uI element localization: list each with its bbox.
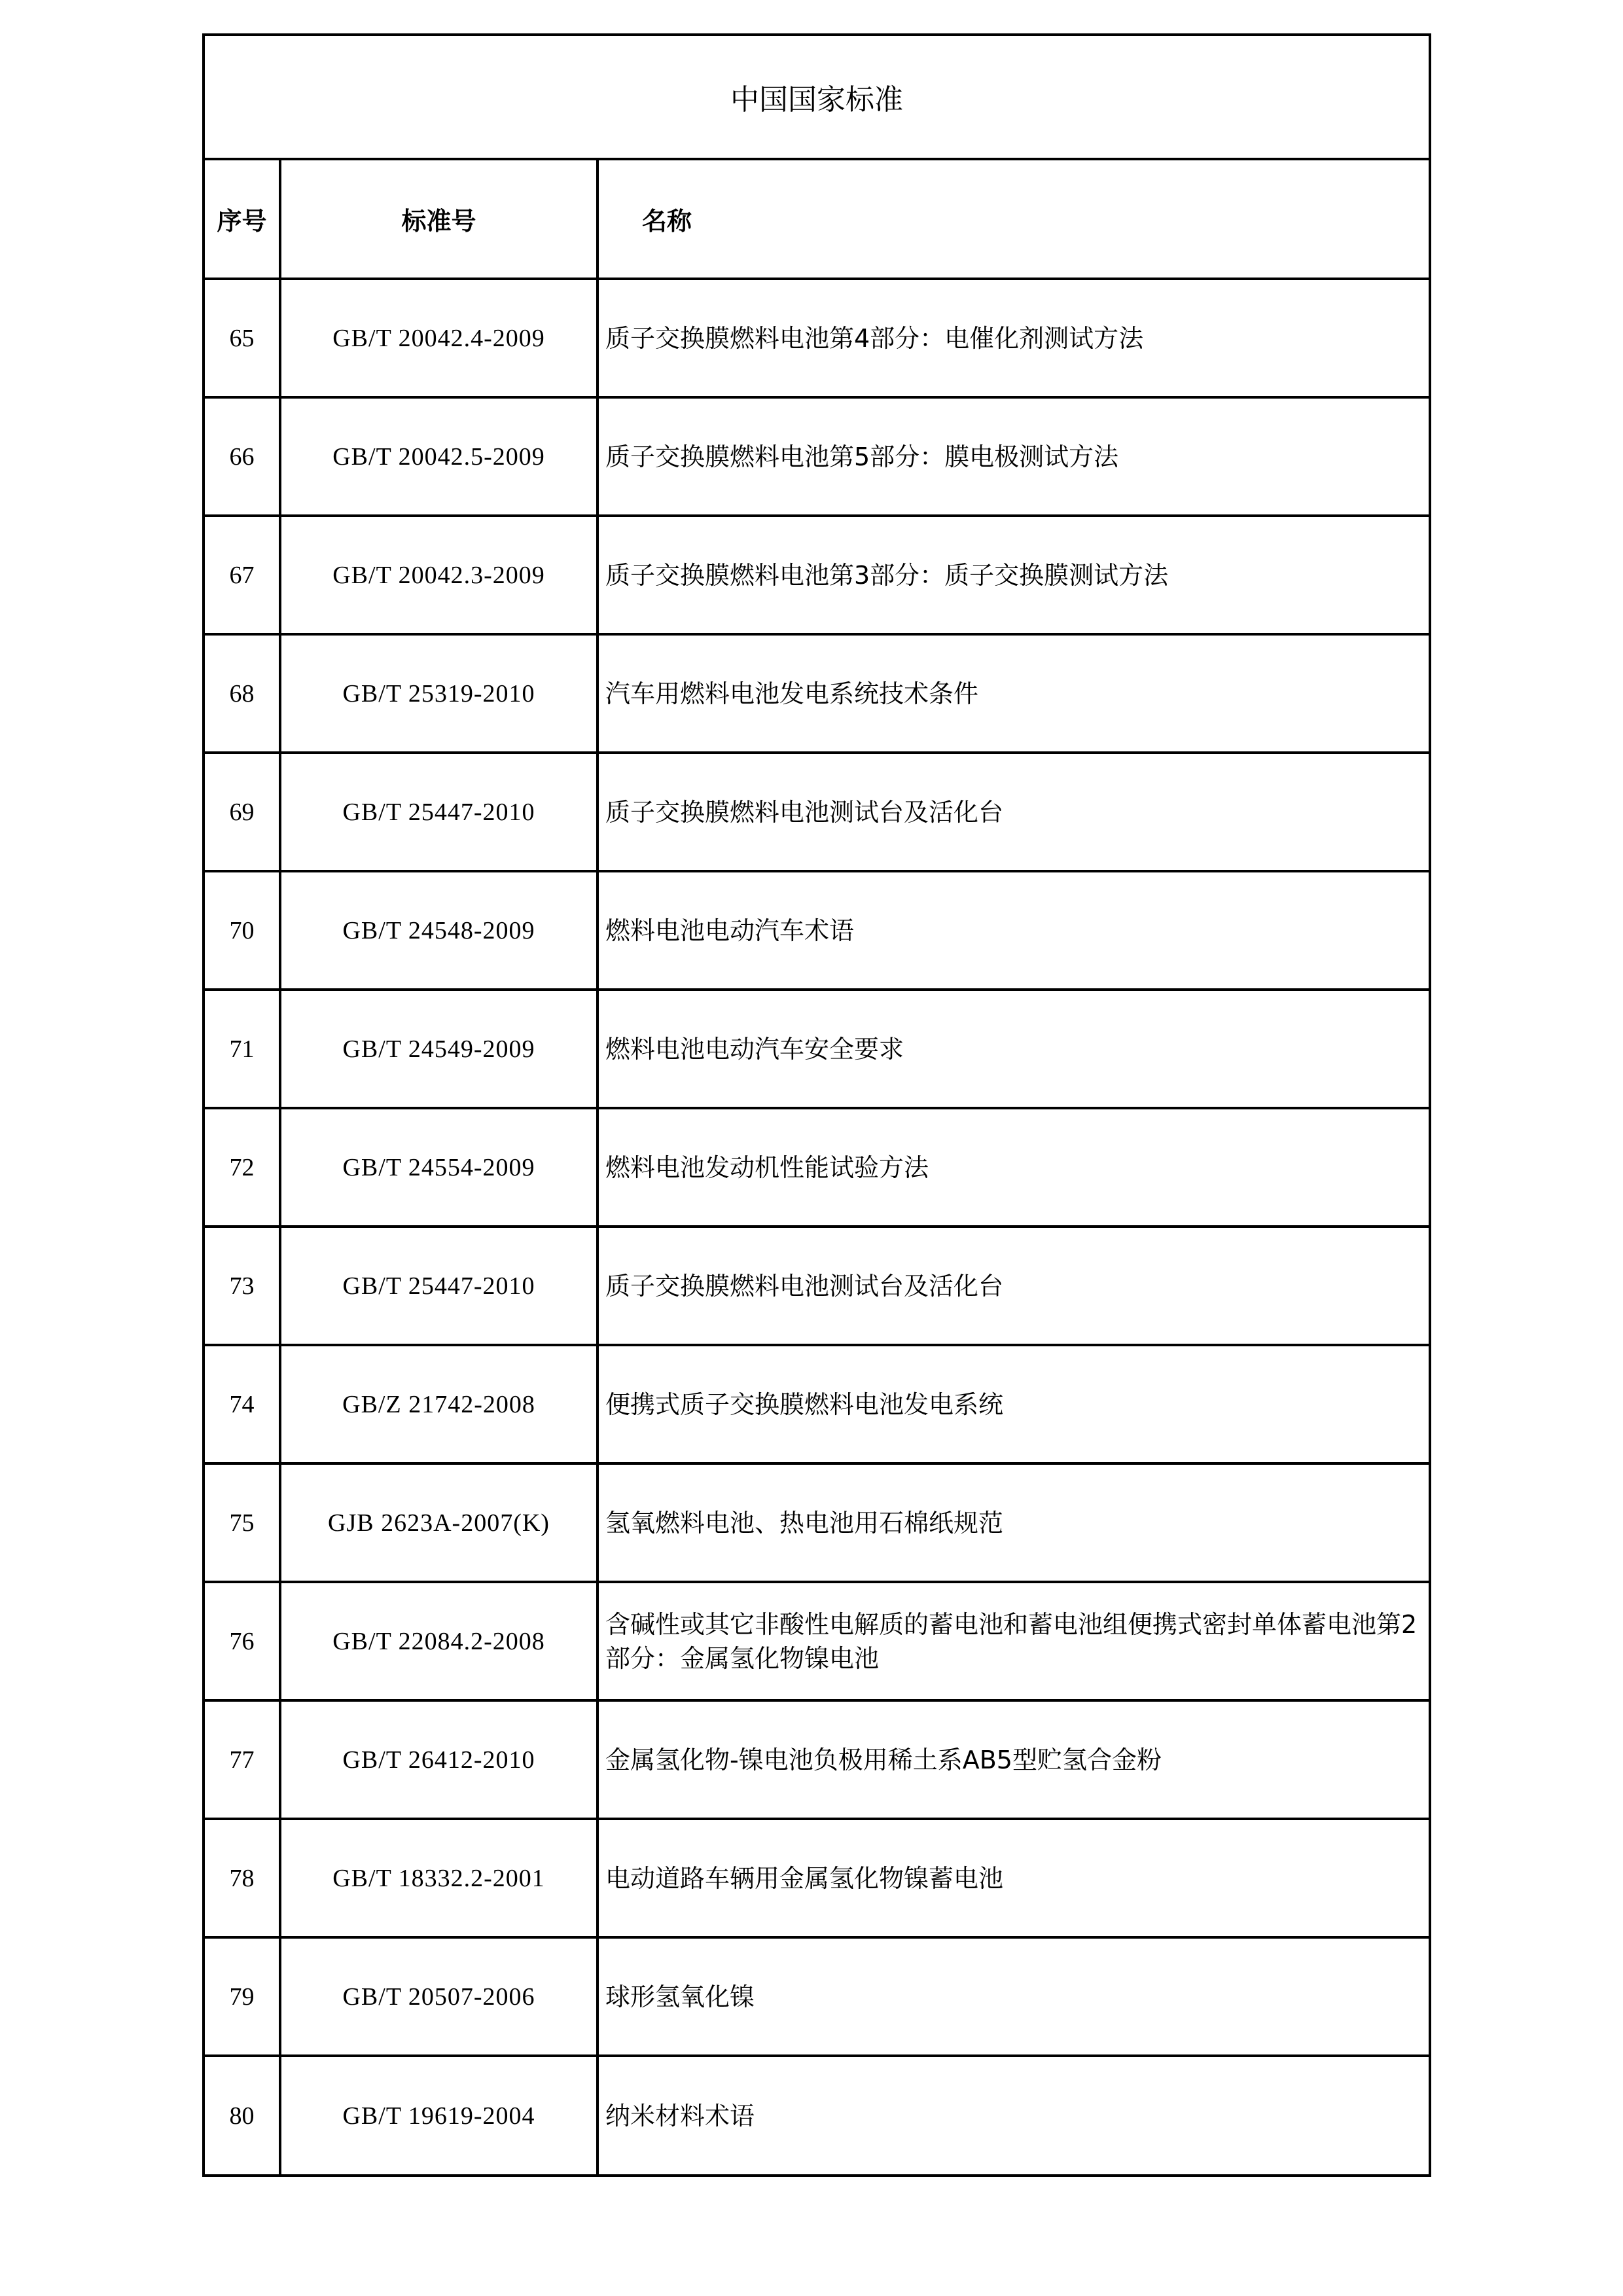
row-no: 79	[205, 1937, 280, 2056]
row-no: 66	[205, 397, 280, 516]
table-row	[205, 1108, 1429, 1227]
row-standard: GB/T 20507-2006	[280, 1937, 597, 2056]
row-no: 73	[205, 1227, 280, 1345]
table-row	[205, 753, 1429, 871]
row-name: 金属氢化物-镍电池负极用稀土系AB5型贮氢合金粉	[597, 1700, 1429, 1819]
row-name: 燃料电池发动机性能试验方法	[597, 1108, 1429, 1227]
table-row	[205, 516, 1429, 634]
table-row	[205, 1819, 1429, 1937]
row-no: 74	[205, 1345, 280, 1463]
row-standard: GB/T 24548-2009	[280, 871, 597, 990]
row-name: 燃料电池电动汽车术语	[597, 871, 1429, 990]
row-name: 质子交换膜燃料电池测试台及活化台	[597, 1227, 1429, 1345]
row-standard: GB/T 25447-2010	[280, 753, 597, 871]
sheet-title: 中国国家标准	[205, 36, 1429, 160]
row-name: 质子交换膜燃料电池第3部分：质子交换膜测试方法	[597, 516, 1429, 634]
row-name: 氢氧燃料电池、热电池用石棉纸规范	[597, 1463, 1429, 1582]
row-no: 70	[205, 871, 280, 990]
row-standard: GB/T 24549-2009	[280, 990, 597, 1108]
row-name: 球形氢氧化镍	[597, 1937, 1429, 2056]
header-name: 名称	[597, 160, 1429, 279]
row-name: 便携式质子交换膜燃料电池发电系统	[597, 1345, 1429, 1463]
row-standard: GB/T 24554-2009	[280, 1108, 597, 1227]
header-row	[205, 160, 1429, 279]
row-standard: GB/T 25319-2010	[280, 634, 597, 753]
row-no: 76	[205, 1582, 280, 1700]
row-name: 含碱性或其它非酸性电解质的蓄电池和蓄电池组便携式密封单体蓄电池第2部分：金属氢化物镍电池	[597, 1582, 1429, 1700]
row-no: 75	[205, 1463, 280, 1582]
table-row	[205, 397, 1429, 516]
row-name: 电动道路车辆用金属氢化物镍蓄电池	[597, 1819, 1429, 1937]
row-name: 纳米材料术语	[597, 2056, 1429, 2174]
row-no: 68	[205, 634, 280, 753]
row-name: 质子交换膜燃料电池第5部分：膜电极测试方法	[597, 397, 1429, 516]
row-no: 80	[205, 2056, 280, 2174]
row-standard: GB/T 20042.4-2009	[280, 279, 597, 397]
row-standard: GB/T 20042.3-2009	[280, 516, 597, 634]
header-no: 序号	[205, 160, 280, 279]
table-row	[205, 1937, 1429, 2056]
table-row	[205, 1345, 1429, 1463]
table-row	[205, 2056, 1429, 2174]
table-row	[205, 1700, 1429, 1819]
row-standard: GB/T 22084.2-2008	[280, 1582, 597, 1700]
row-name: 燃料电池电动汽车安全要求	[597, 990, 1429, 1108]
table-row	[205, 1227, 1429, 1345]
row-no: 65	[205, 279, 280, 397]
row-standard: GB/T 19619-2004	[280, 2056, 597, 2174]
row-no: 77	[205, 1700, 280, 1819]
row-no: 72	[205, 1108, 280, 1227]
table-row	[205, 871, 1429, 990]
standards-sheet	[202, 33, 1431, 2177]
row-standard: GB/T 18332.2-2001	[280, 1819, 597, 1937]
header-standard: 标准号	[280, 160, 597, 279]
row-standard: GB/Z 21742-2008	[280, 1345, 597, 1463]
row-no: 69	[205, 753, 280, 871]
row-name: 汽车用燃料电池发电系统技术条件	[597, 634, 1429, 753]
table-row	[205, 1463, 1429, 1582]
row-no: 71	[205, 990, 280, 1108]
row-name: 质子交换膜燃料电池测试台及活化台	[597, 753, 1429, 871]
standards-table	[205, 160, 1429, 2174]
table-row	[205, 990, 1429, 1108]
table-row	[205, 1582, 1429, 1700]
table-row	[205, 279, 1429, 397]
table-row	[205, 634, 1429, 753]
row-no: 67	[205, 516, 280, 634]
row-name: 质子交换膜燃料电池第4部分：电催化剂测试方法	[597, 279, 1429, 397]
row-standard: GB/T 25447-2010	[280, 1227, 597, 1345]
row-standard: GB/T 26412-2010	[280, 1700, 597, 1819]
row-standard: GJB 2623A-2007(K)	[280, 1463, 597, 1582]
row-standard: GB/T 20042.5-2009	[280, 397, 597, 516]
row-no: 78	[205, 1819, 280, 1937]
